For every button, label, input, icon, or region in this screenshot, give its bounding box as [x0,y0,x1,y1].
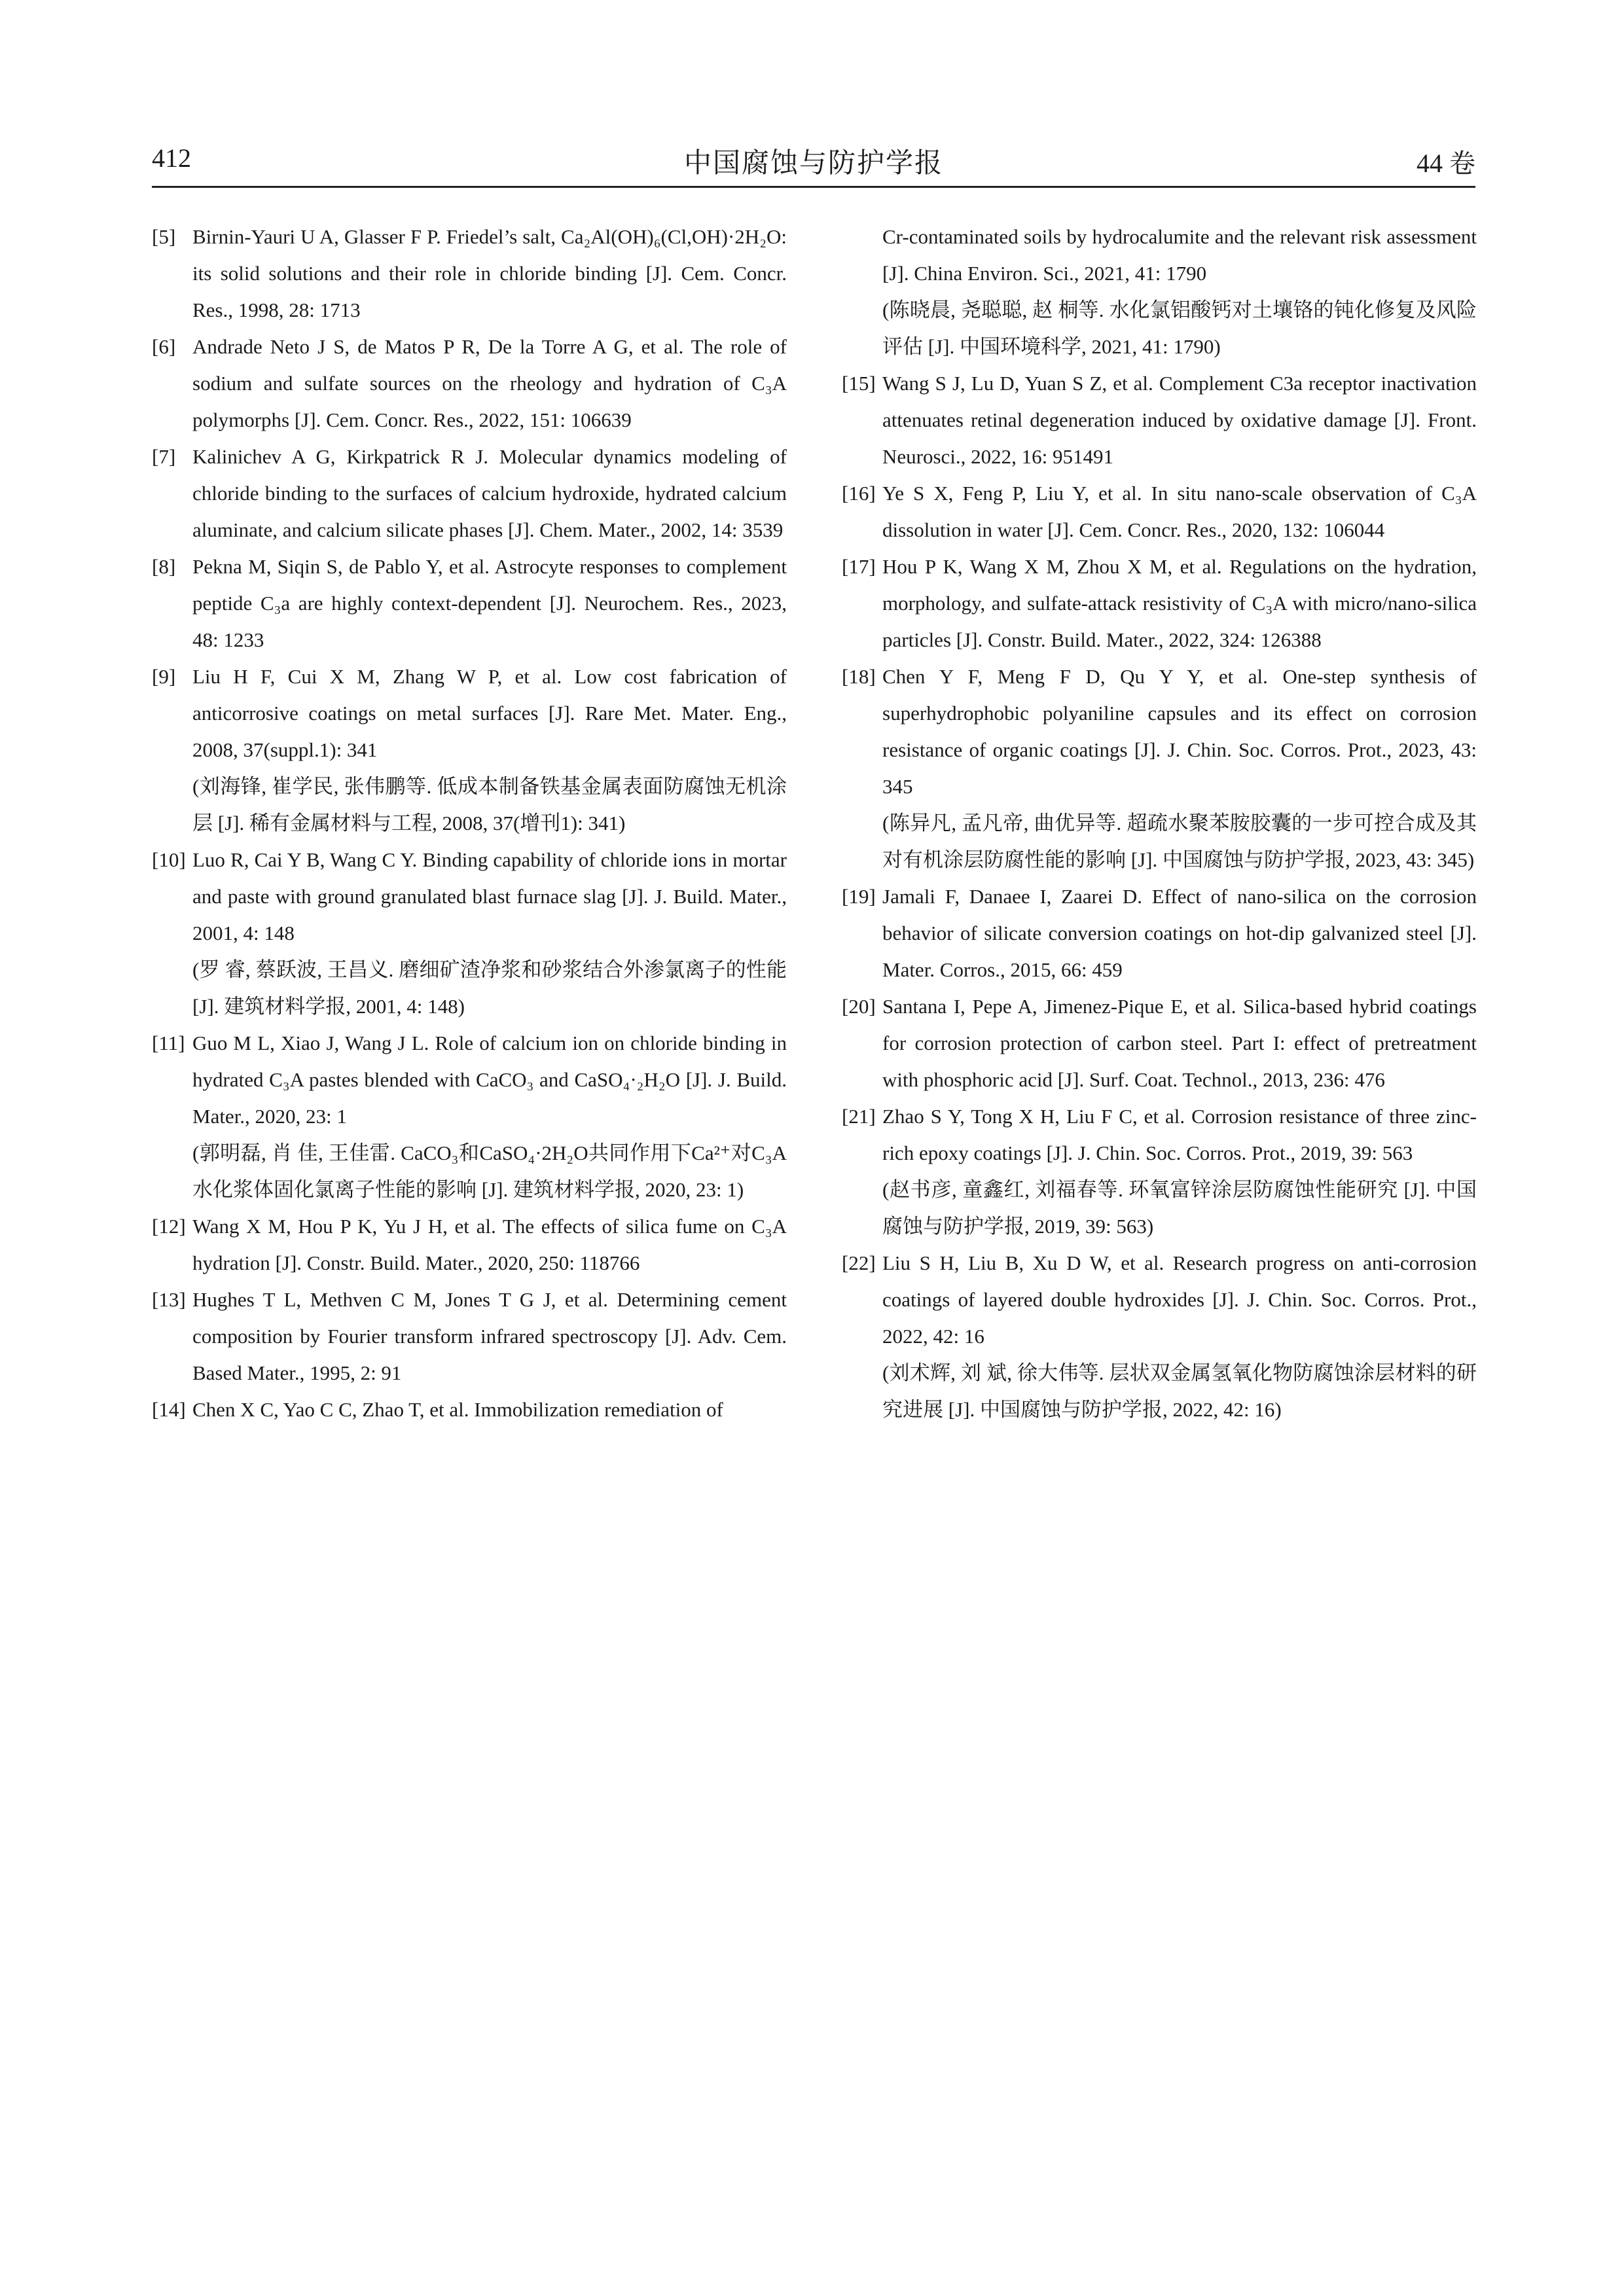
reference-number: [10] [152,848,186,871]
reference-text-chinese: (刘术辉, 刘 斌, 徐大伟等. 层状双金属氢氧化物防腐蚀涂层材料的研究进展 [J]. 中国腐蚀与防护学报, 2022, 42: 16) [882,1361,1477,1421]
reference-item [842,988,1477,1098]
reference-item [152,1391,787,1428]
reference-text: Santana I, Pepe A, Jimenez-Pique E, et al. Silica-based hybrid coatings for corrosion protection of carbon steel. Part I: effect of pretreatment with phosphoric acid [J]. Surf. Coat. Technol., 2013, 236: 476 [882,995,1477,1091]
reference-text-chinese: (刘海锋, 崔学民, 张伟鹏等. 低成本制备铁基金属表面防腐蚀无机涂层 [J]. 稀有金属材料与工程, 2008, 37(增刊1): 341) [192,775,787,834]
reference-text-chinese: (罗 睿, 蔡跃波, 王昌义. 磨细矿渣净浆和砂浆结合外渗氯离子的性能 [J]. 建筑材料学报, 2001, 4: 148) [192,958,787,1018]
reference-item [842,365,1477,475]
reference-text: Liu H F, Cui X M, Zhang W P, et al. Low cost fabrication of anticorrosive coatings on metal surfaces [J]. Rare Met. Mater. Eng., 2008, 37(suppl.1): 341 [192,665,787,761]
reference-item [152,1208,787,1282]
reference-number: [13] [152,1288,186,1311]
reference-text-chinese: (郭明磊, 肖 佳, 王佳雷. CaCO₃和CaSO₄·2H₂O共同作用下Ca²⁺对C₃A水化浆体固化氯离子性能的影响 [J]. 建筑材料学报, 2020, 23: 1) [192,1141,787,1201]
reference-text: Cr-contaminated soils by hydrocalumite and the relevant risk assessment [J]. China Environ. Sci., 2021, 41: 1790 [882,225,1477,285]
references-left-column [152,219,787,1428]
reference-text: Hou P K, Wang X M, Zhou X M, et al. Regulations on the hydration, morphology, and sulfate-attack resistivity of C₃A with micro/nano-silica particles [J]. Constr. Build. Mater., 2022, 324: 126388 [882,555,1477,651]
reference-item [152,658,787,842]
reference-text: Jamali F, Danaee I, Zaarei D. Effect of nano-silica on the corrosion behavior of silicate conversion coatings on hot-dip galvanized steel [J]. Mater. Corros., 2015, 66: 459 [882,885,1477,981]
reference-item [152,548,787,658]
reference-number: [11] [152,1031,185,1054]
reference-item [842,878,1477,988]
reference-text: Chen X C, Yao C C, Zhao T, et al. Immobilization remediation of [192,1398,723,1421]
reference-number: [9] [152,665,176,688]
reference-item [152,1025,787,1208]
reference-number: [8] [152,555,176,578]
reference-number: [22] [842,1251,876,1274]
reference-item [842,475,1477,548]
reference-text: Wang S J, Lu D, Yuan S Z, et al. Complement C3a receptor inactivation attenuates retinal degeneration induced by oxidative damage [J]. Front. Neurosci., 2022, 16: 951491 [882,372,1477,468]
reference-text: Pekna M, Siqin S, de Pablo Y, et al. Astrocyte responses to complement peptide C₃a are highly context-dependent [J]. Neurochem. Res., 2023, 48: 1233 [192,555,787,651]
page-number: 412 [152,143,191,173]
reference-number: [16] [842,482,876,505]
references-right-column [842,219,1477,1428]
reference-item-continued [842,219,1477,365]
reference-text: Liu S H, Liu B, Xu D W, et al. Research progress on anti-corrosion coatings of layered double hydroxides [J]. J. Chin. Soc. Corros. Prot., 2022, 42: 16 [882,1251,1477,1348]
reference-item [842,658,1477,878]
reference-number: [7] [152,445,176,468]
reference-item [152,842,787,1025]
reference-number: [17] [842,555,876,578]
reference-text: Zhao S Y, Tong X H, Liu F C, et al. Corrosion resistance of three zinc-rich epoxy coatings [J]. J. Chin. Soc. Corros. Prot., 2019, 39: 563 [882,1105,1477,1164]
reference-item [842,1245,1477,1428]
reference-text-chinese: (赵书彦, 童鑫红, 刘福春等. 环氧富锌涂层防腐蚀性能研究 [J]. 中国腐蚀与防护学报, 2019, 39: 563) [882,1178,1477,1238]
reference-number: [6] [152,335,176,358]
volume-label: 44 卷 [1416,149,1475,178]
reference-text: Ye S X, Feng P, Liu Y, et al. In situ nano-scale observation of C₃A dissolution in water [J]. Cem. Concr. Res., 2020, 132: 106044 [882,482,1477,541]
reference-text: Luo R, Cai Y B, Wang C Y. Binding capability of chloride ions in mortar and paste with ground granulated blast furnace slag [J]. J. Build. Mater., 2001, 4: 148 [192,848,787,944]
reference-number: [12] [152,1215,186,1238]
reference-number: [21] [842,1105,876,1128]
reference-item [152,1282,787,1391]
reference-text-chinese: (陈晓晨, 尧聪聪, 赵 桐等. 水化氯铝酸钙对土壤铬的钝化修复及风险评估 [J]. 中国环境科学, 2021, 41: 1790) [882,298,1477,358]
reference-item [152,439,787,548]
reference-item [842,1098,1477,1245]
reference-number: [15] [842,372,876,395]
reference-number: [20] [842,995,876,1018]
reference-item [842,548,1477,658]
reference-text: Guo M L, Xiao J, Wang J L. Role of calcium ion on chloride binding in hydrated C₃A pastes blended with CaCO₃ and CaSO₄·₂H₂O [J]. J. Build. Mater., 2020, 23: 1 [192,1031,787,1128]
reference-text: Birnin-Yauri U A, Glasser F P. Friedel’s salt, Ca₂Al(OH)₆(Cl,OH)·2H₂O: its solid solutions and their role in chloride binding [J]. Cem. Concr. Res., 1998, 28: 1713 [192,225,787,321]
reference-text: Chen Y F, Meng F D, Qu Y Y, et al. One-step synthesis of superhydrophobic polyaniline capsules and its effect on corrosion resistance of organic coatings [J]. J. Chin. Soc. Corros. Prot., 2023, 43: 345 [882,665,1477,798]
reference-number: [18] [842,665,876,688]
reference-number: [19] [842,885,876,908]
page-header [152,135,1475,188]
reference-text: Kalinichev A G, Kirkpatrick R J. Molecular dynamics modeling of chloride binding to the surfaces of calcium hydroxide, hydrated calcium aluminate, and calcium silicate phases [J]. Chem. Mater., 2002, 14: 3539 [192,445,787,541]
reference-text: Hughes T L, Methven C M, Jones T G J, et al. Determining cement composition by Fourier transform infrared spectroscopy [J]. Adv. Cem. Based Mater., 1995, 2: 91 [192,1288,787,1384]
reference-item [152,329,787,439]
journal-title: 中国腐蚀与防护学报 [683,149,943,179]
reference-text: Andrade Neto J S, de Matos P R, De la Torre A G, et al. The role of sodium and sulfate sources on the rheology and hydration of C₃A polymorphs [J]. Cem. Concr. Res., 2022, 151: 106639 [192,335,787,431]
reference-text-chinese: (陈异凡, 孟凡帝, 曲优异等. 超疏水聚苯胺胶囊的一步可控合成及其对有机涂层防腐性能的影响 [J]. 中国腐蚀与防护学报, 2023, 43: 345) [882,812,1477,871]
reference-number: [14] [152,1398,186,1421]
reference-item [152,219,787,329]
reference-text: Wang X M, Hou P K, Yu J H, et al. The effects of silica fume on C₃A hydration [J]. Constr. Build. Mater., 2020, 250: 118766 [192,1215,787,1274]
reference-number: [5] [152,225,176,248]
